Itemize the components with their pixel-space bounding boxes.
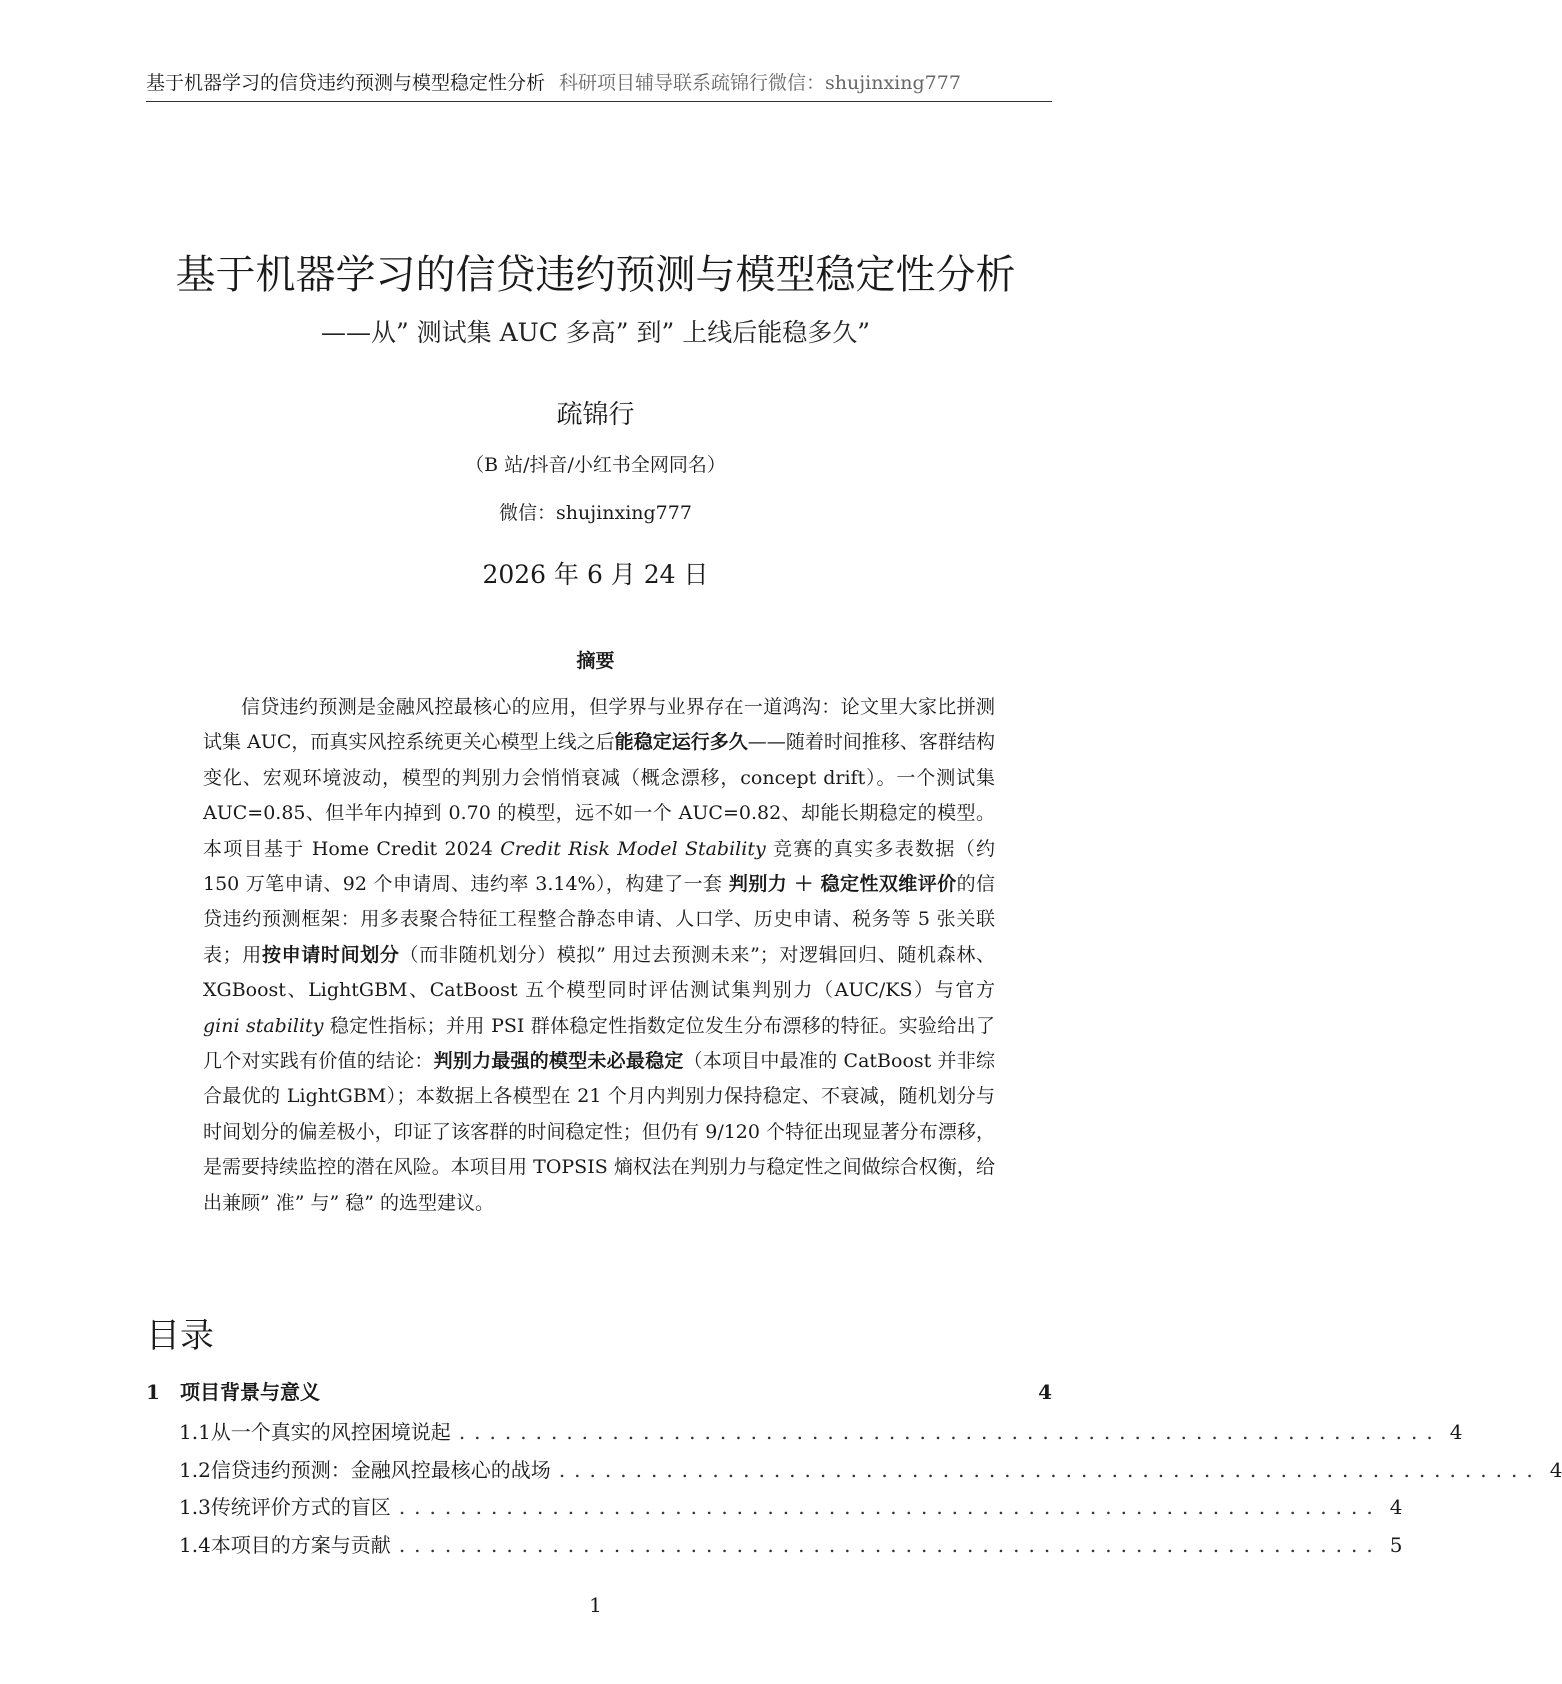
abstract-text: （而非随机划分）模拟” 用过去预测未来”；对逻辑回归、随机森林、XGBoost、LightGBM、CatBoost 五个模型同时评估测试集判别力（AUC/KS）与官方 [203, 943, 995, 1002]
toc-entry-title: 信贷违约预测：金融风控最核心的战场 [210, 1457, 551, 1482]
paper-subtitle: ——从” 测试集 AUC 多高” 到” 上线后能稳多久” [320, 318, 871, 347]
toc-entry-title: 传统评价方式的盲区 [210, 1495, 391, 1519]
toc-entry-page: 4 [1549, 1457, 1562, 1482]
toc-leader-dots: ................................................................ [398, 1495, 1382, 1519]
abstract-text: 的信贷违约预测框架：用多表聚合特征工程整合静态申请、人口学、历史申请、税务等 5 张关联表；用 [203, 873, 995, 966]
toc-entry-title: 本项目的方案与贡献 [210, 1532, 391, 1557]
author-name: 疏锦行 [556, 400, 635, 430]
abstract-emphasis: 能稳定运行多久 [614, 731, 748, 754]
toc-entry-number: 1.4 [179, 1532, 211, 1557]
paper-title: 基于机器学习的信贷违约预测与模型稳定性分析 [175, 252, 1016, 298]
abstract-text: 信贷违约预测是金融风控最核心的应用，但学界与业界存在一道鸿沟：论文里大家比拼测试集 AUC，而真实风控系统更关心模型上线之后 [203, 696, 995, 754]
paper-date: 2026 年 6 月 24 日 [482, 560, 709, 589]
toc-leader-dots: ................................................................ [458, 1420, 1442, 1444]
toc-entry-number: 1.3 [179, 1495, 211, 1519]
toc-entry-1-1[interactable] [146, 1416, 1463, 1454]
abstract-text: ——随着时间推移、客群结构变化、宏观环境波动，模型的判别力会悄悄衰减（概念漂移，concept drift）。一个测试集 AUC=0.85、但半年内掉到 0.70 的模型，远不如一个 AUC=0.82、却能长期稳定的模型。本项目基于 Home Credit 2024 [203, 731, 995, 860]
toc-entry-page: 4 [1389, 1495, 1403, 1519]
toc-entry-number: 1.1 [179, 1420, 211, 1444]
toc-entry-number: 1.2 [179, 1457, 211, 1482]
abstract-emphasis: 判别力 ＋ 稳定性双维评价 [728, 873, 957, 896]
abstract-italic: Credit Risk Model Stability [500, 837, 766, 860]
author-affiliation: （B 站/抖音/小红书全网同名） [465, 454, 726, 476]
toc-entry-page: 4 [1449, 1420, 1463, 1444]
page-number: 1 [589, 1593, 602, 1617]
toc-entry-title: 从一个真实的风控困境说起 [210, 1420, 451, 1444]
toc-entry-1-4[interactable] [146, 1529, 1403, 1567]
abstract-text: 竞赛的真实多表数据（约 150 万笔申请、92 个申请周、违约率 3.14%），构建了一套 [203, 837, 995, 896]
toc-heading: 目录 [146, 1316, 214, 1356]
toc-entry-1-2[interactable] [146, 1454, 1562, 1492]
abstract-italic: gini stability [203, 1014, 324, 1037]
abstract-text: 稳定性指标；并用 PSI 群体稳定性指数定位发生分布漂移的特征。实验给出了几个对实践有价值的结论： [203, 1014, 995, 1073]
toc-section-page: 4 [1038, 1380, 1052, 1404]
header-contact: 科研项目辅导联系疏锦行微信：shujinxing777 [559, 72, 961, 94]
abstract-heading: 摘要 [576, 650, 615, 672]
running-header [146, 68, 1052, 102]
toc-leader-dots: ................................................................ [398, 1532, 1382, 1557]
abstract-emphasis: 按申请时间划分 [261, 943, 400, 966]
toc-leader-dots: ................................................................ [558, 1457, 1542, 1482]
toc-section-title: 项目背景与意义 [180, 1380, 320, 1404]
toc-entry-page: 5 [1389, 1532, 1403, 1557]
toc-entry-1-3[interactable] [146, 1491, 1403, 1529]
toc-section-number: 1 [146, 1380, 160, 1404]
abstract-emphasis: 判别力最强的模型未必最稳定 [433, 1050, 684, 1073]
header-title: 基于机器学习的信贷违约预测与模型稳定性分析 [146, 72, 546, 94]
author-wechat: 微信：shujinxing777 [499, 502, 692, 524]
table-of-contents [146, 1376, 1562, 1566]
abstract-body [203, 690, 995, 1221]
toc-section-1[interactable] [146, 1376, 1052, 1416]
abstract-text: （本项目中最准的 CatBoost 并非综合最优的 LightGBM）；本数据上各模型在 21 个月内判别力保持稳定、不衰减，随机划分与时间划分的偏差极小，印证了该客群的时间稳定性；但仍有 9/120 个特征出现显著分布漂移，是需要持续监控的潜在风险。本项目用 TOPSIS 熵权法在判别力与稳定性之间做综合权衡，给出兼顾” 准” 与” 稳” 的选型建议。 [203, 1050, 995, 1214]
